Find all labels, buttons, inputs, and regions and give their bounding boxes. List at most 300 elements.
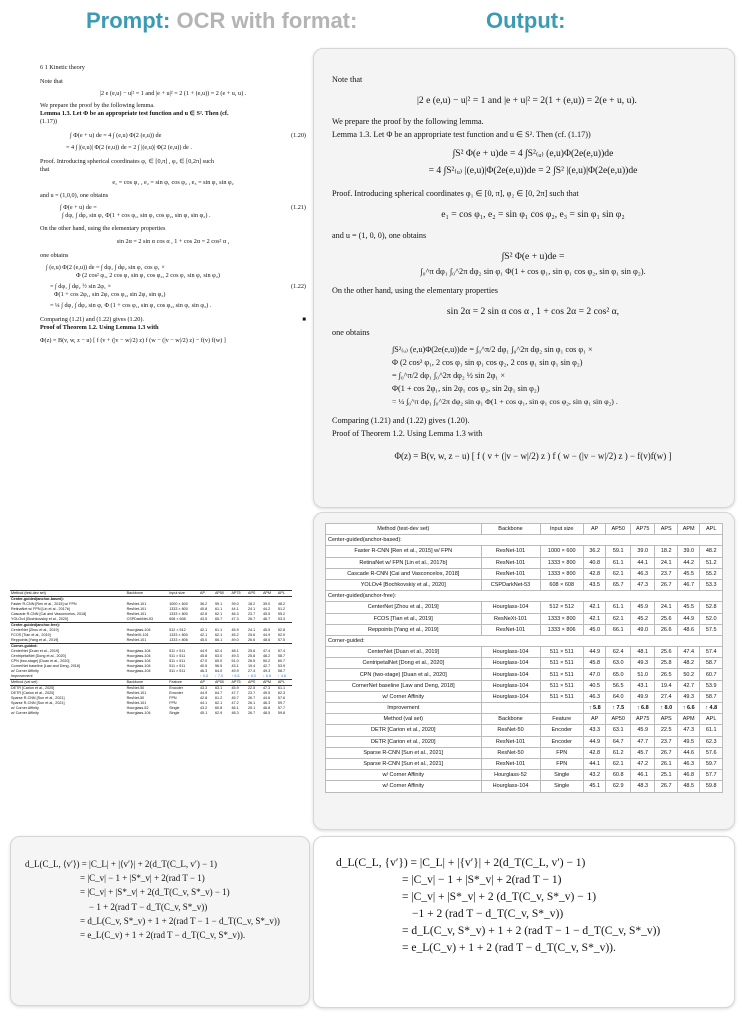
cell-value: 46.7 [677,579,699,590]
cell-value: 1333 × 800 [540,557,583,568]
equation: Φ (2 cos² φ₁, 2 cos φ₁ sin φ₁ cos φ₂, 2 cos φ₁ sin φ₁ sin φ₂) [76,271,220,279]
equation: ∫S² Φ(e + u)de = 4 ∫S²₍ᵤ₎ (e,u)Φ(2e(e,u))de [452,148,614,159]
cell-value: 59.8 [277,711,286,715]
cell-method: Cascade R-CNN [Cai and Vasconcelos, 2018] [11,612,87,616]
equation-line: d_L(C_L, {v′}) = |C_L| + |{v′}| + 2(d_T(C_L, v′) − 1) [336,857,586,869]
cell-value: APL [700,714,723,725]
cell-value: 40.8 [199,607,208,611]
cell-value: 511 × 511 [169,664,186,668]
table-row [326,736,723,747]
group-label: Corner-guided: [10,644,292,650]
equation-line: d_L(C_L, ⟨v′⟩) = |C_L| + |⟨v′⟩| + 2(d_T(C_L, v′) − 1) [25,859,217,869]
cell-value: 45.1 [199,711,208,715]
text-line: On the other hand, using the elementary properties [40,225,166,233]
cell-value: 48.3 [231,711,239,715]
equation: ∫S²₍ᵤ₎ (e,u)Φ(2e(e,u))de = ∫₀^π/2 dφ₁ ∫₀^2π dφ₂ sin φ₁ cos φ₁ × [392,345,593,354]
cell-value: 45.7 [231,696,239,700]
text-line: Note that [332,75,363,84]
cell-value: APS [655,714,677,725]
cell-value: AP75 [230,680,247,686]
cell-value: 40.5 [583,680,605,691]
cell-method: w/ Corner Affinity [326,781,482,792]
cell-value: 43.1 [231,664,239,668]
cell-value: APS [247,591,262,597]
cell-value: 63.1 [606,725,631,736]
cell-value: 57.7 [700,770,723,781]
cell-value: 23.7 [655,736,677,747]
cell-value: 46.1 [231,706,239,710]
cell-value: ResNet-101 [481,557,540,568]
cell-value: 45.2 [630,613,655,624]
equation-number: (1.20) [291,131,306,139]
cell-value: ResNet-101 [481,624,540,635]
table-row [10,617,292,623]
cell-value: ResNet-101 [126,612,147,616]
cell-method: w/ Corner Affinity [11,669,39,673]
cell-value: 511 × 511 [169,654,186,658]
cell-value: Backbone [126,680,169,686]
text-line: (1.17)) [40,118,58,126]
cell-method: DETR [Carion et al., 2020] [10,686,126,692]
cell-value: 1000 × 600 [169,602,188,606]
equation: ∫S² Φ(e + u)de = [501,251,565,262]
cell-value: Backbone [126,591,169,597]
equation-line: = |C_v| + |S*_v| + 2 (d_T(C_v, S*_v) − 1) [402,891,597,903]
cell-value: 57.6 [700,747,723,758]
cell-value: APL [277,680,292,686]
cell-value: 48.2 [700,546,723,557]
cell-value: 48.1 [231,649,239,653]
cell-value: Single [169,706,180,710]
cell-value: 26.6 [247,638,256,642]
cell-value: ResNet-50 [126,696,145,700]
cell-value: 47.0 [199,659,208,663]
cell-value: 47.3 [677,725,699,736]
cell-value: 36.2 [583,546,605,557]
cell-value: Backbone [481,524,540,535]
cell-value: 46.8 [677,770,699,781]
cell-method: RetinaNet w/ FPN [Lin et al., 2017b] [11,607,70,611]
cell-value: 1333 × 800 [540,613,583,624]
cell-value: 65.7 [214,617,223,621]
cell-value: 45.0 [583,624,605,635]
cell-method: Improvement [326,703,482,714]
table-row [326,680,723,691]
cell-value: 45.9 [630,602,655,613]
cell-value: 26.5 [655,669,677,680]
cell-value: 46.3 [583,691,605,702]
equation: Φ(z) = B(v, w, z − u) [ f (v + (|v − w|/2) z) f (w − (|v − w|/2) z) − f(v) f(w) ] [40,337,226,345]
cell-value: 26.7 [655,579,677,590]
cell-value: 48.6 [262,638,271,642]
cell-value: 48.6 [677,624,699,635]
cell-value: 56.5 [606,680,631,691]
cell-value: AP [583,524,605,535]
cell-value: 48.2 [262,654,271,658]
cell-value: 46.3 [677,758,699,769]
cell-value: ↑ 5.8 [199,674,208,678]
cell-value: 25.1 [655,770,677,781]
cell-value: 64.0 [606,691,631,702]
equation-number: (1.21) [291,204,306,212]
cell-value: 1333 × 806 [540,624,583,635]
cell-value: 52.8 [700,602,723,613]
cell-value: 50.2 [262,659,271,663]
cell-value: 39.0 [630,546,655,557]
cell-value: 42.7 [262,664,271,668]
cell-value: 1333 × 800 [169,612,188,616]
group-label: Corner-guided: [326,635,723,646]
group-label: Center-guided(anchor-based): [10,597,292,603]
equation: |2 e (e,u) − u|² = 1 and |e + u|² = 2(1 + (e,u)) = 2(e + u, u). [417,95,637,106]
cell-value: 49.0 [630,624,655,635]
cell-value: 511 × 511 [540,680,583,691]
cell-value: 40.5 [199,664,208,668]
table-row [326,758,723,769]
cell-value: 511 × 511 [169,649,186,653]
cell-value: 44.1 [630,557,655,568]
cell-value: 47.2 [231,701,239,705]
cell-value: AP [199,680,214,686]
cell-value: 57.6 [277,696,286,700]
cell-value: 43.1 [630,680,655,691]
cell-method: Method (val set) [326,714,482,725]
cell-value: Encoder [169,691,183,695]
cell-value: 59.7 [700,758,723,769]
cell-value: 511 × 511 [540,658,583,669]
equation: sin 2α = 2 sin α cos α , 1 + cos 2α = 2 cos² α , [116,238,230,246]
ocr-output-kinetic-theory [313,48,735,508]
group-label: Center-guided(anchor-free): [10,623,292,629]
cell-value: 62.1 [214,612,223,616]
cell-value: ↑ 8.0 [655,703,677,714]
cell-value [540,703,583,714]
output-results-table [325,523,723,793]
cell-value: FPN [540,758,583,769]
table-row [326,579,723,590]
cell-method: Faster R-CNN [Ren et al., 2015] w/ FPN [11,602,77,606]
table-group-row [326,535,723,546]
equation-line: −1 + 2 (rad T − d_T(C_v, S*_v)) [412,908,564,920]
table-row [326,691,723,702]
cell-value: 42.8 [199,696,208,700]
cell-method: RetinaNet w/ FPN [Lin et al., 2017b] [326,557,482,568]
cell-value: 23.7 [247,691,256,695]
cell-value: 59.1 [606,546,631,557]
cell-value: ResNet-101 [126,602,147,606]
cell-value: 512 × 512 [540,602,583,613]
cell-value: 22.5 [655,725,677,736]
cell-value: ResNet-101 [481,736,540,747]
cell-value: Single [169,711,180,715]
cell-value: 44.9 [199,691,208,695]
cell-value: 45.5 [262,628,271,632]
cell-method: Reppoints [Yang et al., 2019] [326,624,482,635]
cell-value: Hourglass-104 [481,781,540,792]
equation: = ¼ ∫₀^π dφ₁ ∫₀^2π dφ₂ sin φ₁ Φ(1 + cos φ₁, sin φ₁ cos φ₂, sin φ₁ sin φ₂) . [392,397,618,406]
cell-method: CornerNet baseline [Law and Deng, 2018] [11,664,80,668]
cell-method: Method (test-dev set) [326,524,482,535]
table-row [326,770,723,781]
cell-value: CSPDarkNet-53 [126,617,154,621]
cell-value: ResNet-50 [126,686,169,692]
cell-value: 51.0 [630,669,655,680]
cell-value: 25.6 [655,613,677,624]
cell-value: 49.3 [231,654,239,658]
cell-value: 27.4 [655,691,677,702]
cell-method: Improvement [11,674,33,678]
cell-value: 511 × 511 [540,691,583,702]
cell-value: 45.2 [231,633,239,637]
table-group-row [326,591,723,602]
cell-value: ResNeXt-101 [126,633,149,637]
cell-value: 511 × 511 [169,659,186,663]
cell-value: 26.7 [655,747,677,758]
cell-value: ↑ 6.8 [231,674,240,678]
cell-value: 63.1 [214,686,231,692]
cell-value: 49.5 [262,691,271,695]
cell-value: 49.5 [677,736,699,747]
improvement-row [326,703,723,714]
cell-value: 49.9 [231,669,239,673]
table-row [10,711,292,716]
equation-line [40,132,306,140]
table-row [326,747,723,758]
source-table-image [10,590,310,742]
cell-method: Reppoints [Yang et al., 2019] [11,638,59,642]
text-line: We prepare the proof by the following lemma. [40,102,155,110]
cell-value: 64.7 [214,691,223,695]
cell-value: Encoder [540,725,583,736]
cell-value: Feature [540,714,583,725]
cell-value: 42.1 [199,628,208,632]
cell-method: YOLOv4 [Bochkovskiy et al., 2020] [326,579,482,590]
source-page-kinetic-theory [10,48,310,508]
cell-value: 43.3 [199,686,214,692]
cell-value: ↑ 4.8 [277,674,286,678]
cell-value: 64.0 [214,669,223,673]
cell-value: 62.3 [700,736,723,747]
cell-value: 26.7 [655,781,677,792]
cell-value: AP75 [630,714,655,725]
cell-value: 23.7 [655,568,677,579]
cell-value: Hourglass-104 [126,654,151,658]
cell-value: 42.8 [583,568,605,579]
cell-method: Sparse R-CNN [Sun et al., 2021] [11,701,65,705]
cell-value: 45.7 [630,747,655,758]
cell-value: ResNet-101 [481,568,540,579]
qed-mark: ■ [302,316,306,324]
cell-value: 59.8 [700,781,723,792]
cell-value: 44.9 [199,649,208,653]
text-line: and u = (1,0,0), one obtains [40,192,109,200]
cell-value: CSPDarkNet-53 [481,579,540,590]
cell-value: ↑ 6.8 [630,703,655,714]
cell-value: 52.8 [277,628,286,632]
proof-heading: Proof of Theorem 1.2. Using Lemma 1.3 with [332,429,483,438]
cell-value: 60.7 [700,669,723,680]
cell-value: 48.3 [630,781,655,792]
cell-value: AP [583,714,605,725]
text-line: We prepare the proof by the following lemma. [332,117,484,126]
equation: = 4 ∫S²₍ᵤ₎ |(e,u)|Φ(2e(e,u))de = 2 ∫S² |(e,u)|Φ(2e(e,u))de [428,165,638,176]
cell-value: Hourglass-104 [126,659,151,663]
text-line [40,316,306,324]
cell-value: 45.8 [583,658,605,669]
cell-value: ResNet-50 [481,747,540,758]
cell-value: 61.1 [606,557,631,568]
cell-value: ResNeXt-101 [481,613,540,624]
equation: |2 e (e,u) − u|² = 1 and |e + u|² = 2 (1 + (e,u)) = 2 (e + u, u) . [99,90,247,98]
cell-value: 48.1 [630,647,655,658]
cell-value: 60.7 [277,659,286,663]
cell-value: 23.7 [247,612,256,616]
cell-value: 44.1 [583,758,605,769]
cell-method: w/ Corner Affinity [326,691,482,702]
cell-method: Sparse R-CNN [Sun et al., 2021] [11,696,65,700]
cell-value: 60.8 [606,770,631,781]
cell-value: 62.4 [606,647,631,658]
equation: ∫ dφ₁ ∫ dφ₂ sin φ₁ Φ(1 + cos φ₁, sin φ₁ cos φ₂, sin φ₁ sin φ₂) . [62,212,211,220]
text: Comparing (1.21) and (1.22) gives (1.20). [40,316,144,324]
cell-value: 47.7 [630,736,655,747]
equation: e₁ = cos φ₁, e₂ = sin φ₁ cos φ₂, e₃ = sin φ₁ sin φ₂ [441,209,625,220]
cell-value: AP75 [630,524,655,535]
cell-value: 62.1 [214,633,223,637]
cell-method: Sparse R-CNN [Sun et al., 2021] [326,747,482,758]
cell-value: 18.2 [247,602,256,606]
cell-value: AP75 [230,591,247,597]
cell-value: 25.8 [655,658,677,669]
cell-value: 62.1 [606,568,631,579]
cell-value: 45.0 [199,638,208,642]
cell-value: Input size [540,524,583,535]
text-line: that [40,165,50,173]
cell-value: 48.2 [677,658,699,669]
cell-value: 1333 × 806 [169,638,188,642]
cell-value: 47.4 [262,649,271,653]
cell-value: ↑ 5.8 [583,703,605,714]
cell-value: Hourglass-104 [481,669,540,680]
equation: Φ (2 cos² φ₁, 2 cos φ₁ sin φ₁ cos φ₂, 2 cos φ₁ sin φ₁ sin φ₂) [392,358,583,367]
cell-value: 47.3 [262,686,277,692]
cell-value: 46.8 [262,706,271,710]
equation: = ∫₀^π/2 dφ₁ ∫₀^2π dφ₂ ½ sin 2φ₁ × [392,371,505,380]
cell-value: 45.9 [230,686,247,692]
equation-number: (1.22) [291,282,306,290]
cell-value: 48.5 [677,781,699,792]
cell-value: 43.5 [583,579,605,590]
ocr-output-equation [313,836,735,1008]
equation: = ¼ ∫ dφ₁ ∫ dφ₂ sin φ₁ Φ (1 + cos φ₁, sin φ₁ cos φ₂, sin φ₁ sin φ₂) . [50,301,212,309]
cell-value: 45.1 [583,781,605,792]
equation-line: = |C_v| − 1 + |S*_v| + 2(rad T − 1) [80,873,205,884]
cell-value: 47.7 [231,691,239,695]
cell-value: 57.5 [277,638,286,642]
table-row [326,669,723,680]
cell-value: 608 × 608 [169,617,186,621]
cell-value: AP50 [606,524,631,535]
cell-value: 53.3 [700,579,723,590]
equation: sin 2α = 2 sin α cos α , 1 + cos 2α = 2 cos² α, [446,306,620,317]
cell-value: FPN [169,701,177,705]
cell-value: 47.3 [630,579,655,590]
cell-value: 45.9 [231,628,239,632]
cell-value: 66.1 [606,624,631,635]
cell-value: AP50 [214,680,231,686]
cell-value: 59.1 [214,602,223,606]
cell-value: 44.6 [262,696,271,700]
cell-value: 55.2 [277,612,286,616]
text-line: On the other hand, using the elementary properties [332,286,498,295]
table-row [326,781,723,792]
cell-method: CornerNet baseline [Law and Deng, 2018] [326,680,482,691]
cell-value: 42.1 [583,613,605,624]
table-row [326,725,723,736]
text-line: Proof. Introducing spherical coordinates φ₁ ∈ [0, π], φ₂ ∈ [0, 2π] such that [332,189,579,198]
cell-value: 1333 × 800 [540,568,583,579]
cell-value: 46.3 [262,701,271,705]
cell-value: 59.7 [277,701,286,705]
cell-value: Hourglass-104 [126,649,151,653]
cell-value: Hourglass-104 [481,658,540,669]
table-row [326,602,723,613]
equation-line: = d_L(C_v, S*_v) + 1 + 2 (rad T − 1 − d_T(C_v, S*_v)) [402,925,661,937]
cell-value: Hourglass-104 [481,647,540,658]
cell-value: 61.1 [700,725,723,736]
equation: = ∫ dφ₁ ∫ dφ₂ ½ sin 2φ₁ × [50,282,112,290]
cell-value: 26.7 [247,696,256,700]
cell-value: 44.9 [583,736,605,747]
cell-value: 58.7 [277,654,286,658]
table-row [326,658,723,669]
cell-value: 48.5 [262,711,271,715]
equation-line [40,283,306,291]
table-row [326,613,723,624]
cell-value: 42.1 [583,602,605,613]
cell-value: 42.7 [677,680,699,691]
cell-method: YOLOv4 [Bochkovskiy et al., 2020] [11,617,68,621]
cell-value: ResNet-101 [481,546,540,557]
cell-value: Single [540,770,583,781]
page-header: 6 1 Kinetic theory [40,64,85,71]
cell-value: 47.0 [583,669,605,680]
text-line: one obtains [40,251,69,259]
cell-method: CentripetalNet [Dong et al., 2020] [326,658,482,669]
cell-value: ResNet-101 [126,691,147,695]
cell-value: 46.3 [199,669,208,673]
cell-value: APS [247,680,262,686]
cell-value: 26.1 [655,758,677,769]
cell-value: 61.1 [214,607,223,611]
cell-value: AP50 [606,714,631,725]
cell-value: 36.2 [199,602,208,606]
cell-value: 61.2 [606,747,631,758]
cell-value: 52.0 [277,633,286,637]
cell-value: 25.6 [247,649,256,653]
cell-value: Encoder [168,686,199,692]
cell-value: 65.7 [606,579,631,590]
cell-value: 66.1 [214,638,223,642]
output-label: Output: [486,8,566,33]
cell-method: FCOS [Tian et al., 2019] [326,613,482,624]
table-row [326,624,723,635]
cell-value: Encoder [540,736,583,747]
cell-value: Hourglass-104 [126,711,151,715]
cell-value: 19.4 [655,680,677,691]
cell-value: 24.1 [247,628,256,632]
table-row [326,546,723,557]
